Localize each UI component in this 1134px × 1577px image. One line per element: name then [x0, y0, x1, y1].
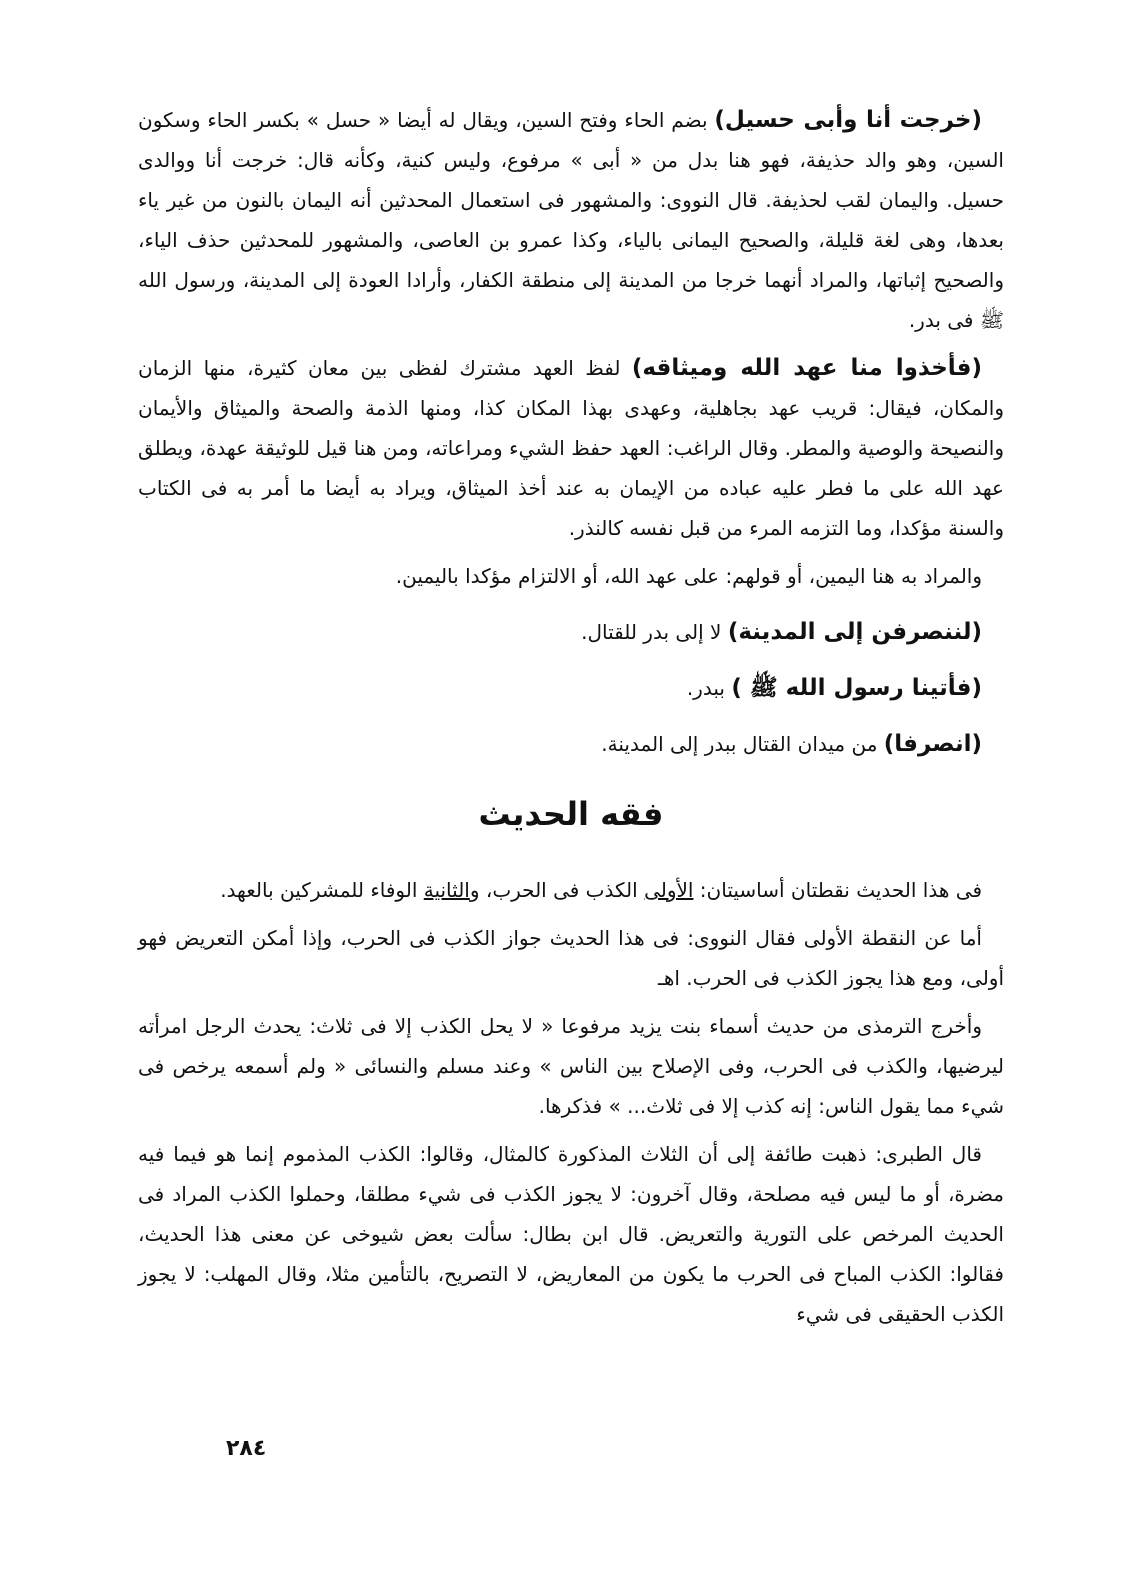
plain-note: والمراد به هنا اليمين، أو قولهم: على عهد الله، أو الالتزام مؤكدا باليمين. — [395, 564, 982, 588]
intro-second-point: الثانية — [423, 878, 470, 902]
glossary-text: من ميدان القتال ببدر إلى المدينة. — [601, 732, 884, 756]
page-number: ٢٨٤ — [226, 1436, 267, 1461]
intro-after: الوفاء للمشركين بالعهد. — [220, 878, 424, 902]
glossary-text: بضم الحاء وفتح السين، ويقال له أيضا « حسل » بكسر الحاء وسكون السين، وهو والد حذيفة، فهو هنا بدل من « أبى » مرفوع، وليس كنية، وكأنه قال: خرجت أنا ووالدى حسيل. واليمان لقب لحذيفة. قال النووى: والمشهور فى استعمال المحدثين أنه اليمان بالنون من غير ياء بعدها، وهى لغة قليلة، والصحيح اليمانى بالياء، وكذا عمرو بن العاصى، والمشهور للمحدثين حذف الياء، والصحيح إثباتها، والمراد أنهما خرجا من المدينة إلى منطقة الكفار، وأرادا العودة إلى المدينة، ورسول الله ﷺ فى بدر. — [138, 108, 1004, 332]
glossary-entry — [138, 100, 1004, 340]
short-entry — [138, 612, 1004, 652]
intro-paragraph — [138, 870, 1004, 910]
body-paragraph: وأخرج الترمذى من حديث أسماء بنت يزيد مرفوعا « لا يحل الكذب إلا فى ثلاث: يحدث الرجل امرأته ليرضيها، والكذب فى الحرب، وفى الإصلاح بين الناس » وعند مسلم والنسائى « ولم أسمعه يرخص فى شيء مما يقول الناس: إنه كذب إلا فى ثلاث... » فذكرها. — [138, 1014, 1004, 1118]
intro-first-point: الأولى — [644, 878, 694, 902]
body-paragraph: أما عن النقطة الأولى فقال النووى: فى هذا الحديث جواز الكذب فى الحرب، وإذا أمكن التعريض فهو أولى، ومع هذا يجوز الكذب فى الحرب. اهـ — [138, 926, 1004, 990]
intro-before: فى هذا الحديث نقطتان أساسيتان: — [693, 878, 982, 902]
glossary-term: (خرجت أنا وأبى حسيل) — [714, 107, 982, 133]
glossary-entry — [138, 348, 1004, 548]
glossary-term: (انصرفا) — [883, 731, 982, 757]
glossary-term: (لننصرفن إلى المدينة) — [727, 619, 982, 645]
glossary-text: ببدر. — [686, 676, 732, 700]
page-body — [138, 100, 1004, 1342]
section-heading: فقه الحديث — [478, 795, 664, 833]
glossary-text: لا إلى بدر للقتال. — [581, 620, 728, 644]
body-paragraph: قال الطبرى: ذهبت طائفة إلى أن الثلاث المذكورة كالمثال، وقالوا: الكذب المذموم إنما هو فيما فيه مضرة، أو ما ليس فيه مصلحة، وقال آخرون: لا يجوز الكذب فى شيء مطلقا، وحملوا الكذب المراد فى الحديث المرخص على التورية والتعريض. قال ابن بطال: سألت بعض شيوخى عن معنى هذا الحديث، فقالوا: الكذب المباح فى الحرب ما يكون من المعاريض، لا التصريح، بالتأمين مثلا، وقال المهلب: لا يجوز الكذب الحقيقى فى شيء — [138, 1142, 1004, 1326]
intro-middle: الكذب فى الحرب، و — [469, 878, 645, 902]
short-entry — [138, 724, 1004, 764]
short-entry — [138, 668, 1004, 708]
glossary-term: (فأتينا رسول الله ﷺ ) — [731, 675, 982, 701]
glossary-text: لفظ العهد مشترك لفظى بين معان كثيرة، منها الزمان والمكان، فيقال: قريب عهد بجاهلية، وعهدى بهذا المكان كذا، ومنها الذمة والصحة والميثاق والأيمان والنصيحة والوصية والمطر. وقال الراغب: العهد حفظ الشيء ومراعاته، ومن هنا قيل للوثيقة عهدة، ويطلق عهد الله على ما فطر عليه عباده من الإيمان به عند أخذ الميثاق، ويراد به أيضا ما أمر به فى الكتاب والسنة مؤكدا، وما التزمه المرء من قبل نفسه كالنذر. — [138, 356, 1004, 540]
glossary-term: (فأخذوا منا عهد الله وميثاقه) — [631, 355, 983, 381]
